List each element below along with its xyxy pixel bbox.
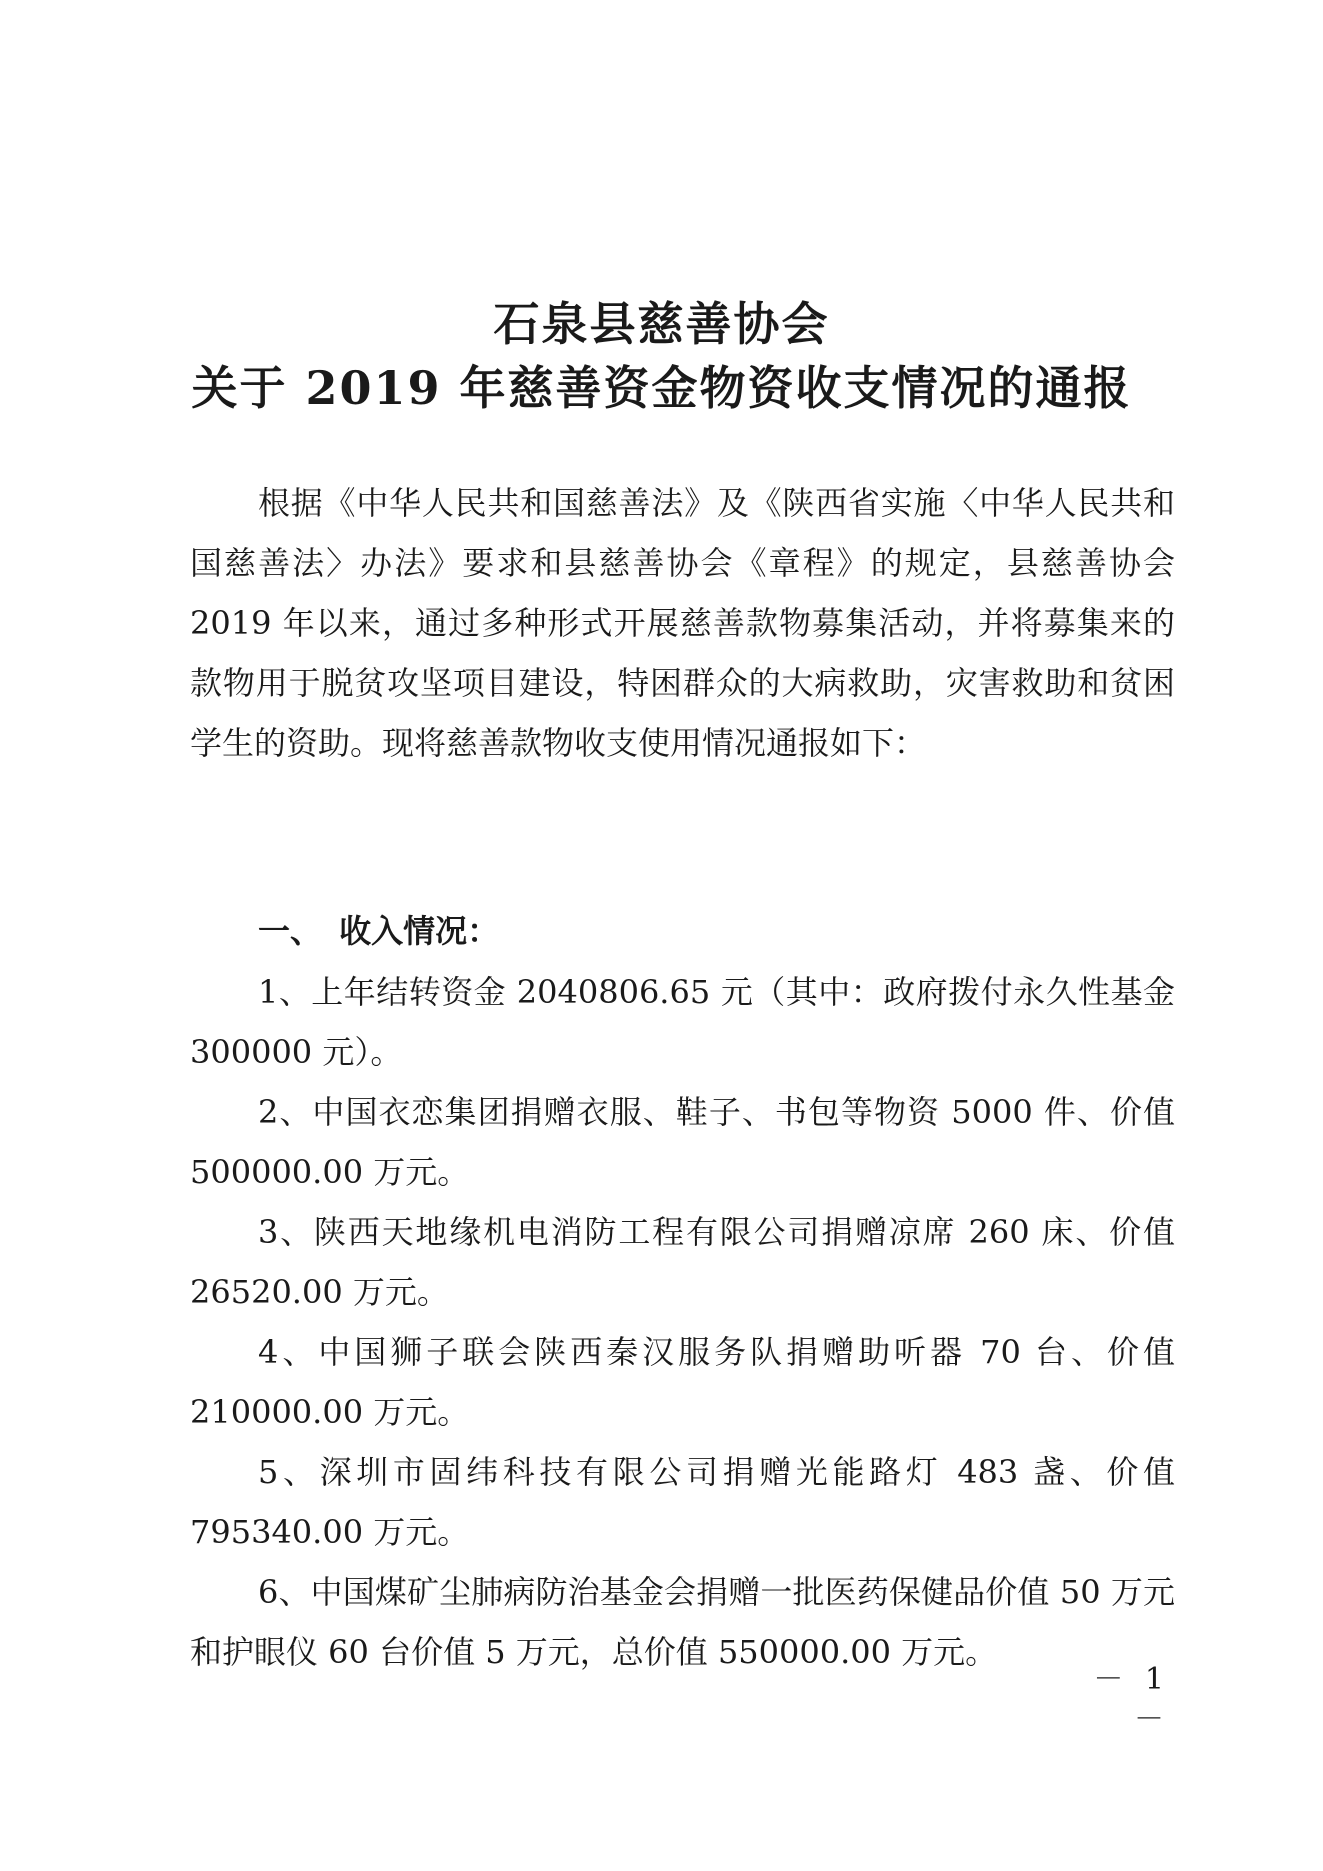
income-item-5: 5、深圳市固纬科技有限公司捐赠光能路灯 483 盏、价值 795340.00 万元。 [190, 1453, 1175, 1551]
income-item-6: 6、中国煤矿尘肺病防治基金会捐赠一批医药保健品价值 50 万元和护眼仪 60 台价值 5 万元，总价值 550000.00 万元。 [190, 1573, 1175, 1671]
income-item-3: 3、陕西天地缘机电消防工程有限公司捐赠凉席 260 床、价值 26520.00 万元。 [190, 1213, 1175, 1311]
page-number: － 1 － [1093, 1662, 1170, 1737]
income-item-2: 2、中国衣恋集团捐赠衣服、鞋子、书包等物资 5000 件、价值 500000.00 万元。 [190, 1093, 1175, 1191]
title-line-2: 关于 2019 年慈善资金物资收支情况的通报 [191, 361, 1132, 415]
title-line-1: 石泉县慈善协会 [493, 297, 830, 351]
section-heading-income: 一、 收入情况： [258, 912, 500, 950]
income-item-4: 4、中国狮子联会陕西秦汉服务队捐赠助听器 70 台、价值 210000.00 万元。 [190, 1333, 1175, 1431]
income-item-1: 1、上年结转资金 2040806.65 元（其中：政府拨付永久性基金 300000 元）。 [190, 973, 1175, 1071]
intro-paragraph: 根据《中华人民共和国慈善法》及《陕西省实施〈中华人民共和国慈善法〉办法》要求和县慈善协会《章程》的规定，县慈善协会 2019 年以来，通过多种形式开展慈善款物募集活动，并将募集来的款物用于脱贫攻坚项目建设，特困群众的大病救助，灾害救助和贫困学生的资助。现将慈善款物收支使用情况通报如下： [190, 484, 1175, 762]
